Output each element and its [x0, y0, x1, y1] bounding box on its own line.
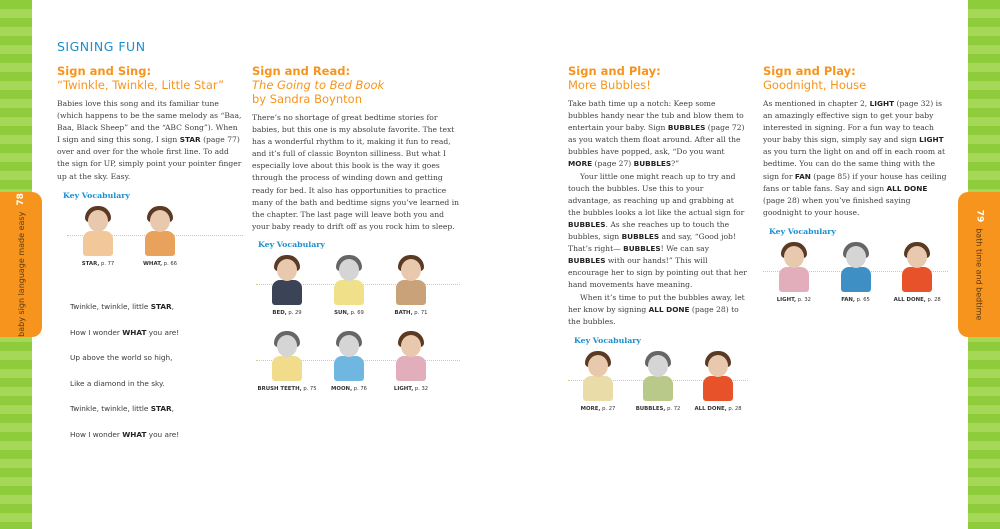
- vocab-caption: MOON, p. 76: [331, 385, 367, 392]
- goodnight-house-section: [763, 64, 948, 304]
- vocab-item: [256, 331, 318, 393]
- child-signing-illustration: [326, 331, 372, 383]
- read-book-author: by Sandra Boynton: [252, 92, 362, 106]
- child-signing-illustration: [137, 206, 183, 258]
- left-page-tab: [0, 192, 42, 337]
- sign-and-sing-section: [57, 64, 243, 268]
- read-paragraph: There’s no shortage of great bedtime stories for babies, but this one is my absolute favorite. The text has a wonderful rhythm to it, making it fun to read, and it’s full of classic Boynton silliness. But what I especially love about this book is the way it goes through the process of winding down and getting ready for bed. It also has opportunities to practice many of the bath and bedtime signs you’ve learned in the chapter. The last page will leave both you and your baby ready to drift off as you rock him to sleep.: [252, 113, 460, 231]
- child-signing-illustration: [894, 242, 940, 294]
- sign-keyword: ALL DONE: [648, 304, 690, 314]
- sign-keyword: BUBBLES: [568, 256, 606, 266]
- sign-keyword: BUBBLES: [621, 232, 660, 242]
- vocab-caption: LIGHT, p. 32: [393, 385, 429, 392]
- lyric-line: Twinkle, twinkle, little STAR,: [70, 404, 174, 413]
- house-heading: Sign and Play:: [763, 64, 856, 78]
- sing-heading: Sign and Sing:: [57, 64, 152, 78]
- lyric-line: Twinkle, twinkle, little STAR,: [70, 302, 174, 311]
- child-signing-illustration: [388, 331, 434, 383]
- sign-keyword: BUBBLES: [667, 123, 706, 133]
- running-head-left: baby sign language made easy: [16, 211, 26, 337]
- vocab-item: [380, 331, 442, 393]
- child-signing-illustration: [326, 255, 372, 307]
- vocab-caption: STAR, p. 77: [81, 260, 115, 267]
- vocab-caption: ALL DONE, p. 28: [694, 405, 742, 412]
- vocab-item: [568, 351, 628, 413]
- child-signing-illustration: [388, 255, 434, 307]
- bubbles-paragraphs: Take bath time up a notch: Keep some bubbles handy near the tub and blow them to entertain your baby. Sign BUBBLES (page 72) as you watch them float around. After all the bubbles have popped, ask, “Do you want MORE (page 27) BUBBLES?” Your little one might reach up to try and touch the bubbles. Use this to your advantage, as reaching up and grabbing at the bubbles looks a lot like the actual sign for BUBBLES. As she reaches up to touch the bubbles, sign BUBBLES and say, “Good job! That’s right— BUBBLES! We can say BUBBLES with our hands!” This will encourage her to sign by pointing out that her hand movements have meaning. When it’s time to put the bubbles away, let her know by signing ALL DONE (page 28) to the bubbles.: [568, 99, 747, 326]
- vocab-item: [380, 255, 442, 317]
- page-number-left: 78: [16, 192, 27, 206]
- lyric-line: How I wonder WHAT you are!: [70, 429, 180, 439]
- more-bubbles-section: [568, 64, 748, 413]
- right-page-tab: [958, 192, 1000, 337]
- read-vocab-label: Key Vocabulary: [258, 239, 325, 249]
- vocab-caption: SUN, p. 69: [334, 309, 364, 316]
- bubbles-subheading: More Bubbles!: [568, 78, 651, 92]
- child-signing-illustration: [833, 242, 879, 294]
- vocab-item: [886, 242, 948, 304]
- sign-keyword: BUBBLES: [633, 159, 672, 169]
- child-signing-illustration: [635, 351, 681, 403]
- vocab-caption: FAN, p. 65: [841, 296, 870, 303]
- vocab-item: [67, 206, 129, 268]
- child-signing-illustration: [75, 206, 121, 258]
- sing-paragraph: Babies love this song and its familiar tune (which happens to be the same melody as “Baa, Baa, Black Sheep” and the “ABC Song”). When I sign and sing this song, I sign STAR (page 77) over and over for the whole first line. To add the sign for UP, simply point your pointer finger up at the sky. Easy.: [57, 99, 242, 181]
- house-vocab-row: [763, 242, 948, 304]
- read-vocab-row-1: [256, 255, 460, 317]
- sing-vocab-row: [67, 206, 243, 268]
- sign-keyword: STAR: [179, 135, 201, 145]
- child-signing-illustration: [771, 242, 817, 294]
- vocab-item: [318, 255, 380, 317]
- read-vocab-row-2: [256, 331, 460, 393]
- child-signing-illustration: [695, 351, 741, 403]
- sign-keyword: ALL DONE: [886, 183, 928, 193]
- house-vocab-label: Key Vocabulary: [769, 226, 836, 236]
- bubbles-heading: Sign and Play:: [568, 64, 661, 78]
- house-paragraph: As mentioned in chapter 2, LIGHT (page 32) is an amazingly effective sign to get your baby interested in signing. For a fun way to teach your baby this sign, simply say and sign LIGHT as you turn the light on and off in each room at bedtime. You can do the same thing with the sign for FAN (page 85) if your house has ceiling fans or table fans. Say and sign ALL DONE (page 28) when you’ve finished saying goodnight to your house.: [763, 99, 947, 217]
- child-signing-illustration: [264, 331, 310, 383]
- vocab-item: [688, 351, 748, 413]
- running-head-right: bath time and bedtime: [974, 227, 984, 320]
- lyrics-list: [70, 302, 179, 455]
- vocab-caption: MORE, p. 27: [580, 405, 616, 412]
- vocab-item: [763, 242, 825, 304]
- vocab-item: [825, 242, 887, 304]
- read-heading: Sign and Read:: [252, 64, 351, 78]
- read-book-title: The Going to Bed Book: [252, 78, 385, 92]
- sign-keyword: FAN: [794, 171, 811, 181]
- child-signing-illustration: [575, 351, 621, 403]
- vocab-item: [318, 331, 380, 393]
- sign-keyword: LIGHT: [869, 99, 895, 108]
- lyric-line: Like a diamond in the sky.: [70, 378, 165, 388]
- vocab-caption: LIGHT, p. 32: [776, 296, 811, 303]
- vocab-caption: BATH, p. 71: [394, 309, 428, 316]
- lyric-line: How I wonder WHAT you are!: [70, 327, 180, 337]
- child-signing-illustration: [264, 255, 310, 307]
- vocab-item: [256, 255, 318, 317]
- vocab-item: [129, 206, 191, 268]
- house-subheading: Goodnight, House: [763, 78, 867, 92]
- bubbles-vocab-label: Key Vocabulary: [574, 335, 641, 345]
- vocab-caption: BRUSH TEETH, p. 75: [257, 385, 317, 392]
- page-number-right: 79: [974, 209, 984, 222]
- vocab-caption: BUBBLES, p. 72: [635, 405, 681, 412]
- vocab-caption: ALL DONE, p. 28: [893, 296, 941, 303]
- sign-keyword: BUBBLES: [568, 219, 606, 229]
- vocab-caption: BED, p. 29: [272, 309, 302, 316]
- vocab-caption: WHAT, p. 66: [142, 260, 177, 267]
- sign-and-read-section: [252, 64, 460, 393]
- section-title: SIGNING FUN: [57, 39, 146, 54]
- bubbles-vocab-row: [568, 351, 748, 413]
- sign-keyword: BUBBLES: [623, 244, 661, 254]
- sign-keyword: LIGHT: [919, 135, 944, 145]
- sing-subheading: “Twinkle, Twinkle, Little Star”: [57, 78, 225, 92]
- sing-vocab-label: Key Vocabulary: [63, 190, 130, 200]
- lyric-line: Up above the world so high,: [70, 353, 173, 362]
- sign-keyword: MORE: [568, 159, 593, 169]
- vocab-item: [628, 351, 688, 413]
